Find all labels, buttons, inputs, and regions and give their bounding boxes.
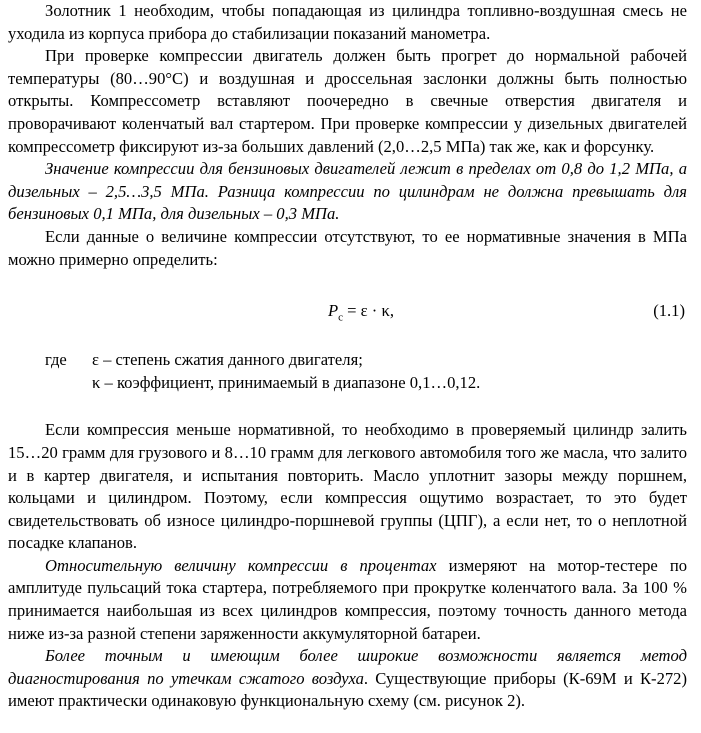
paragraph-air-leak-method [8, 645, 687, 713]
paragraph-compression-check: При проверке компрессии двигатель должен быть прогрет до нормальной рабочей температуры (80…90°С) и воздушная и дроссельная заслонки должны быть полностью открыты. Компрессометр вставляют поочередно в свечные отверстия двигателя и проворачивают коленчатый вал стартером. При проверке компрессии у дизельных двигателей компрессометр фиксируют из-за больших давлений (2,0…2,5 МПа) так же, как и форсунку. [8, 46, 687, 156]
paragraph-relative-compression [8, 555, 687, 645]
legend-epsilon: ε – степень сжатия данного двигателя; [92, 350, 363, 370]
paragraph-normative-values: Если данные о величине компрессии отсутствуют, то ее нормативные значения в МПа можно примерно определить: [8, 226, 687, 269]
formula-expression [328, 299, 394, 329]
paragraph-valve-purpose: Золотник 1 необходим, чтобы попадающая из цилиндра топливно-воздушная смесь не уходила из корпуса прибора до стабилизации показаний манометра. [8, 1, 687, 43]
air-leak-method-text: . Существующие приборы (К-69М и К-272) имеют практически одинаковую функциональную схему (см. рисунок 2). [8, 668, 687, 711]
relative-compression-term: Относительную величину компрессии в процентах [45, 555, 437, 575]
air-leak-method-term: Более точным и имеющим более широкие возможности является метод диагностирования по утечкам сжатого воздуха [8, 646, 687, 688]
legend-kappa: κ – коэффициент, принимаемый в диапазоне 0,1…0,12. [92, 372, 481, 392]
relative-compression-text: измеряют на мотор-тестере по амплитуде пульсаций тока стартера, потребляемого при прокрутке коленчатого вала. За 100 % принимается наибольшая из всех цилиндров компрессия, поэтому точность данного метода ниже из-за разной степени заряженности аккумуляторной батареи. [8, 555, 687, 643]
paragraph-low-compression: Если компрессия меньше нормативной, то необходимо в проверяемый цилиндр залить 15…20 грамм для грузового и 8…10 грамм для легкового автомобиля того же масла, что залито и в картер двигателя, и испытания повторить. Масло уплотнит зазоры между поршнем, кольцами и цилиндром. Поэтому, если компрессия ощутимо возрастает, то это будет свидетельствовать об износе цилиндро-поршневой группы (ЦПГ), а если нет, то о неплотной посадке клапанов. [8, 420, 687, 553]
formula-rhs: = ε · κ, [343, 301, 394, 321]
formula-legend [8, 349, 687, 394]
formula-number: (1.1) [653, 301, 685, 321]
formula-lhs-subscript: c [338, 311, 344, 324]
paragraph-compression-values: Значение компрессии для бензиновых двигателей лежит в пределах от 0,8 до 1,2 МПа, а дизельных – 2,5…3,5 МПа. Разница компрессии по цилиндрам не должна превышать для бензиновых 0,1 МПа, для дизельных – 0,3 МПа. [8, 159, 687, 224]
formula-lhs: P [328, 301, 339, 321]
where-keyword: где [45, 350, 67, 370]
formula-1-1 [8, 299, 687, 323]
